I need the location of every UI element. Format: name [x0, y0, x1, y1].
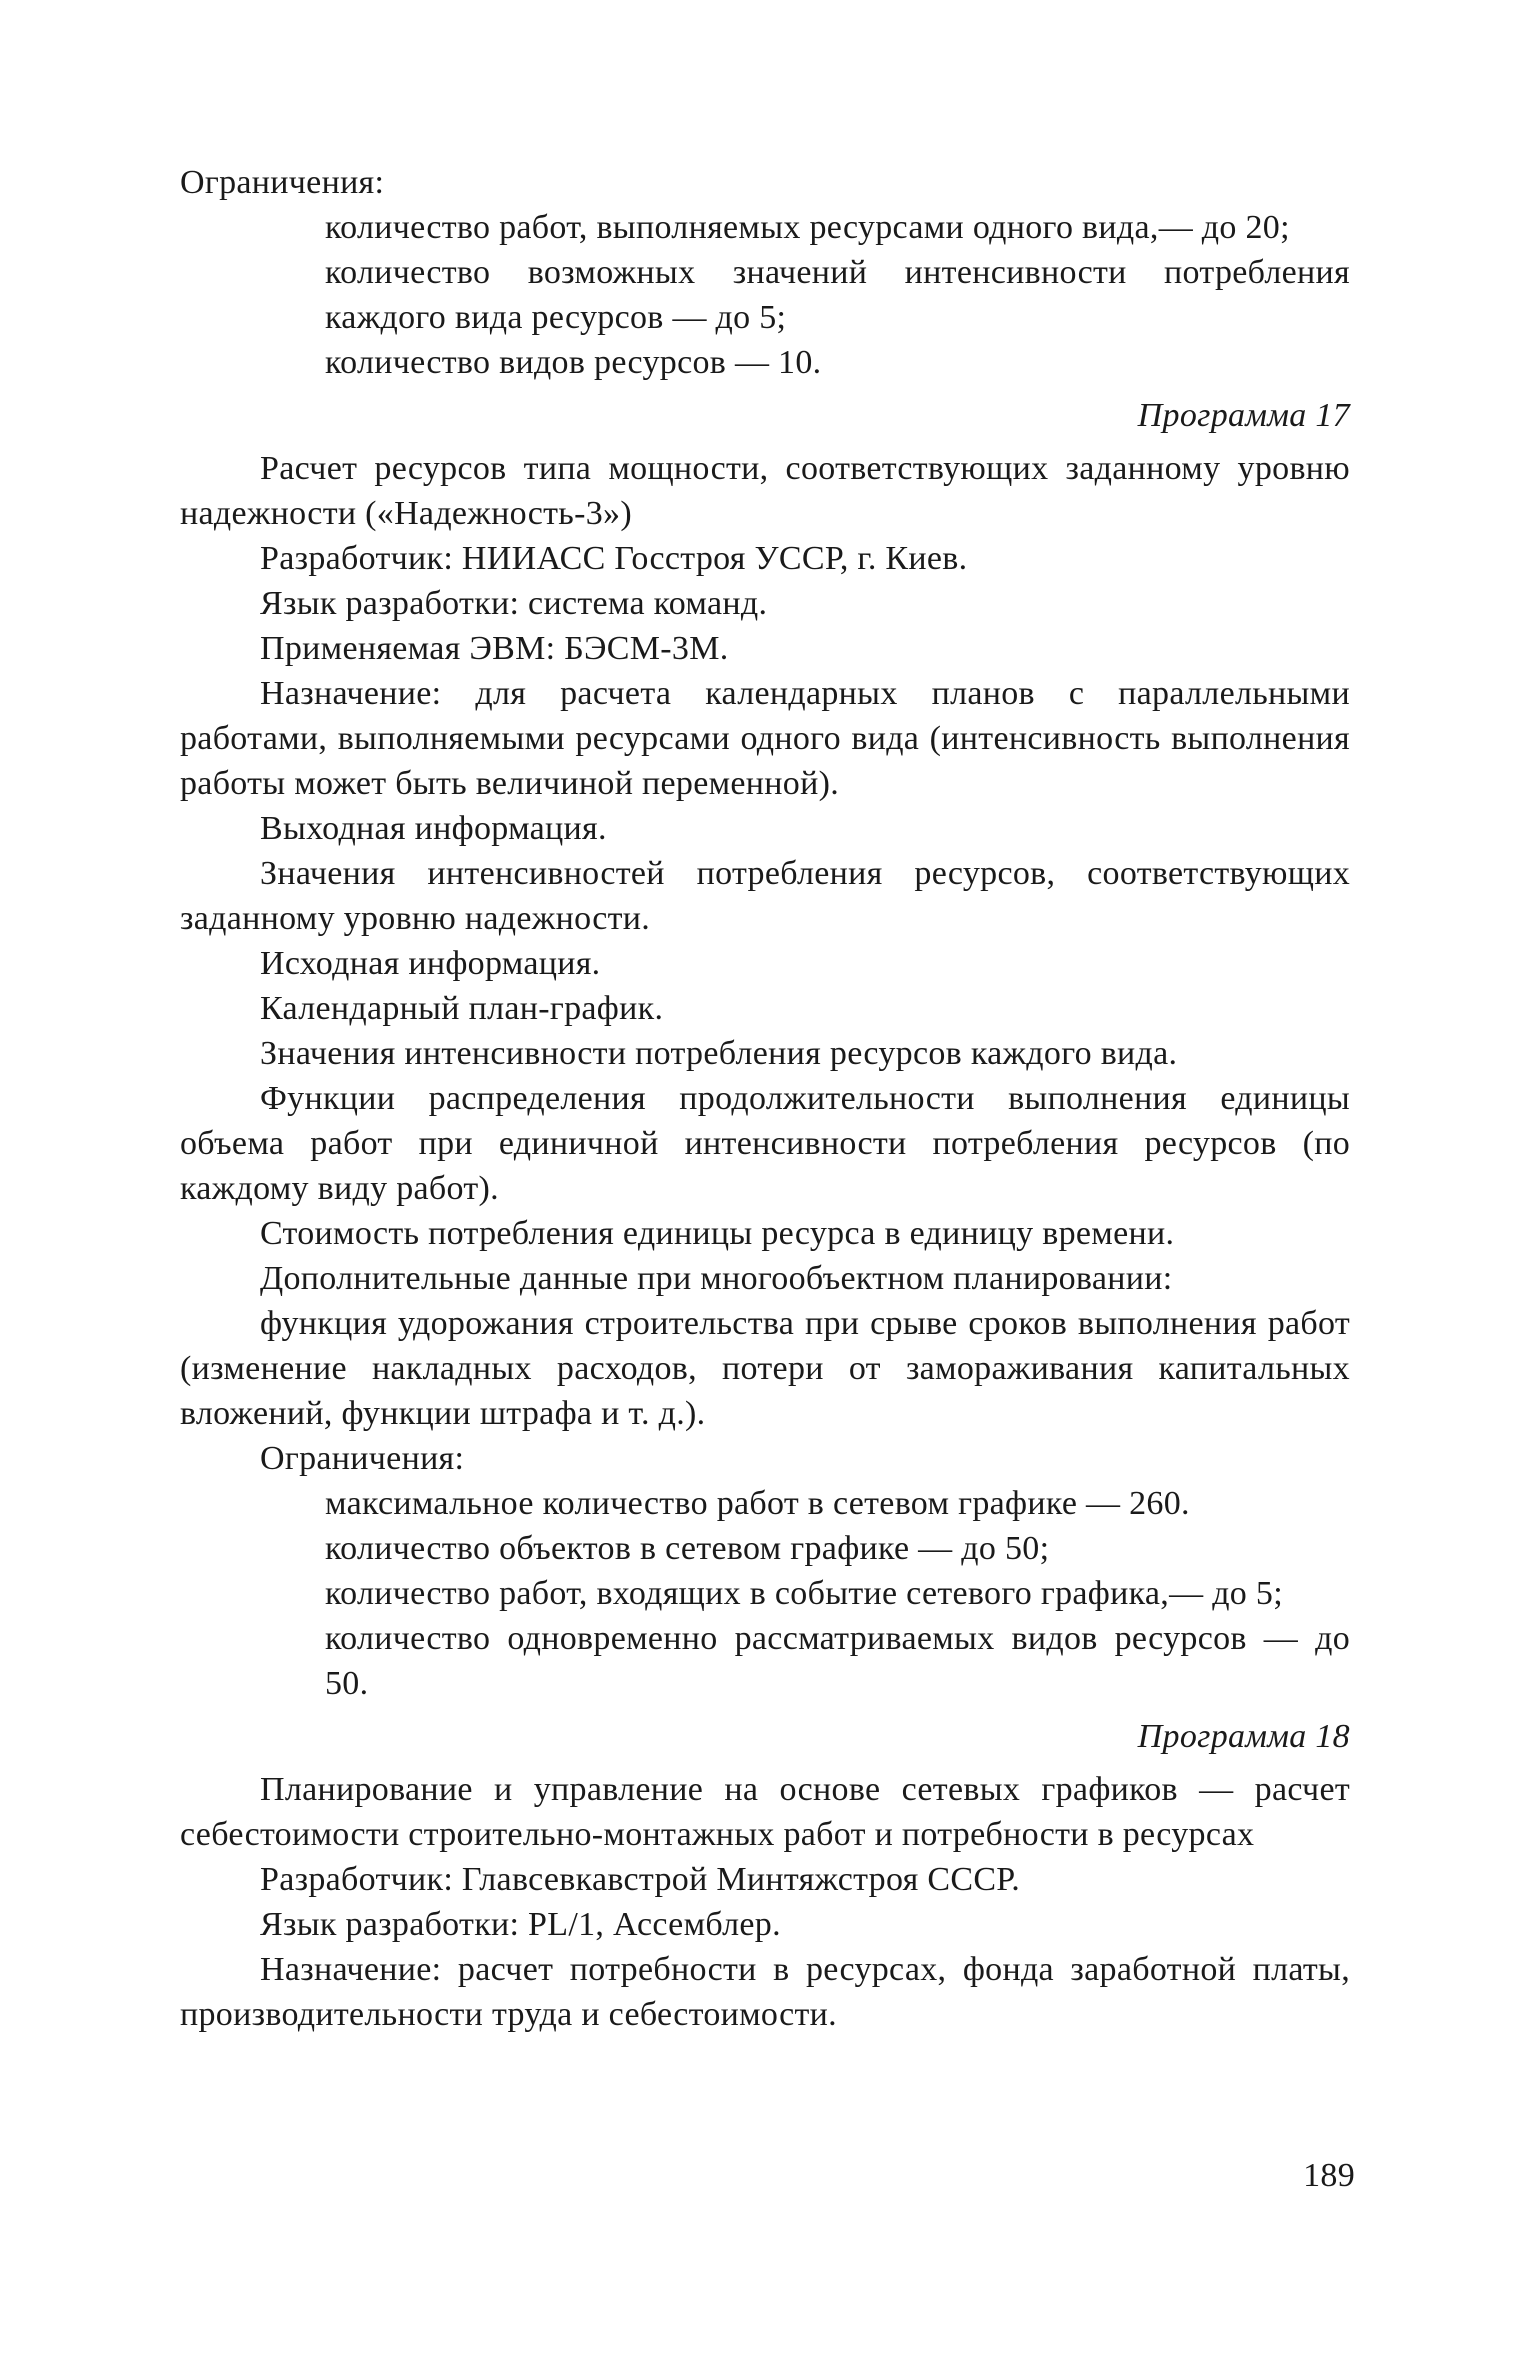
program-17-output-heading: Выходная информация. — [260, 810, 607, 847]
program-17-developer: Разработчик: НИИАСС Госстроя УССР, г. Киев. — [260, 540, 968, 577]
restriction-item: количество возможных значений интенсивности потребления каждого вида ресурсов — до 5; — [325, 254, 1350, 336]
restriction-item: количество видов ресурсов — 10. — [325, 344, 822, 381]
program-17-title: Расчет ресурсов типа мощности, соответствующих заданному уровню надежности («Надежность-3») — [180, 450, 1350, 532]
restrictions-heading: Ограничения: — [180, 164, 385, 201]
program-17-limits-heading: Ограничения: — [260, 1440, 465, 1477]
program-18-title: Планирование и управление на основе сетевых графиков — расчет себестоимости строительно-монтажных работ и потребности в ресурсах — [180, 1771, 1350, 1853]
program-17-output-text: Значения интенсивностей потребления ресурсов, соответствующих заданному уровню надежности. — [180, 855, 1350, 937]
program-18-developer: Разработчик: Главсевкавстрой Минтяжстроя СССР. — [260, 1861, 1021, 1898]
program-17-input-item: Дополнительные данные при многообъектном планировании: — [260, 1260, 1173, 1297]
program-18-language: Язык разработки: PL/1, Ассемблер. — [260, 1906, 781, 1943]
program-17-input-item: Стоимость потребления единицы ресурса в единицу времени. — [260, 1215, 1175, 1252]
program-17-limit-item: количество работ, входящих в событие сетевого графика,— до 5; — [325, 1575, 1283, 1612]
program-17-input-item: функция удорожания строительства при срыве сроков выполнения работ (изменение накладных расходов, потери от замораживания капитальных вложений, функции штрафа и т. д.). — [180, 1305, 1350, 1432]
program-18-label: Программа 18 — [1137, 1718, 1350, 1755]
program-17-computer: Применяемая ЭВМ: БЭСМ-3М. — [260, 630, 729, 667]
page-number: 189 — [1303, 2157, 1355, 2194]
program-17-limit-item: количество одновременно рассматриваемых видов ресурсов — до 50. — [325, 1620, 1350, 1702]
program-18-purpose: Назначение: расчет потребности в ресурсах, фонда заработной платы, производительности труда и себестоимости. — [180, 1951, 1350, 2033]
restriction-item: количество работ, выполняемых ресурсами одного вида,— до 20; — [325, 209, 1290, 246]
program-17-label: Программа 17 — [1137, 397, 1350, 434]
program-17-input-item: Значения интенсивности потребления ресурсов каждого вида. — [260, 1035, 1178, 1072]
program-17-input-item: Функции распределения продолжительности выполнения единицы объема работ при единичной интенсивности потребления ресурсов (по каждому виду работ). — [180, 1080, 1350, 1207]
program-17-purpose: Назначение: для расчета календарных планов с параллельными работами, выполняемыми ресурсами одного вида (интенсивность выполнения работы может быть величиной переменной). — [180, 675, 1350, 802]
program-17-input-heading: Исходная информация. — [260, 945, 601, 982]
program-17-input-item: Календарный план-график. — [260, 990, 664, 1027]
program-17-limit-item: количество объектов в сетевом графике — до 50; — [325, 1530, 1050, 1567]
program-17-language: Язык разработки: система команд. — [260, 585, 768, 622]
program-17-limit-item: максимальное количество работ в сетевом графике — 260. — [325, 1485, 1190, 1522]
